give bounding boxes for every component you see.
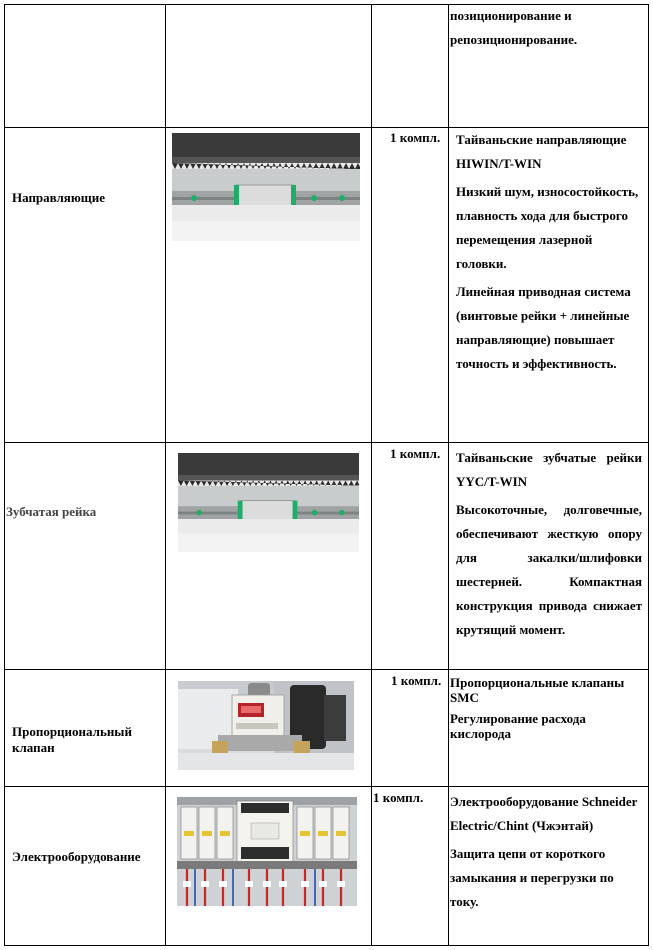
row-3-description	[450, 675, 646, 745]
description-paragraph: Высокоточные, долговечные, обеспечивают жесткую опору для закалки/шлифовки шестерней. Компактная конструкция привода снижает крутящий момент.	[456, 502, 642, 637]
table-border-left	[4, 4, 5, 946]
table-column-divider	[371, 4, 372, 946]
description-paragraph: Линейная приводная система (винтовые рейки + линейные направляющие) повышает точность и эффективность.	[456, 284, 631, 371]
electrical-equipment-photo	[177, 797, 357, 906]
gear-rack-photo	[178, 453, 359, 552]
row-1-quantity	[390, 130, 448, 146]
description-paragraph: Низкий шум, износостойкость, плавность хода для быстрого перемещения лазерной головки.	[456, 184, 639, 271]
row-2-description	[456, 446, 642, 646]
table-border-bottom	[4, 945, 649, 946]
row-4-quantity	[373, 790, 447, 806]
description-paragraph: Регулирование расхода кислорода	[450, 711, 586, 741]
row-4-description	[450, 790, 642, 918]
linear-guide-rail-photo	[172, 133, 360, 241]
table-column-divider	[448, 4, 449, 946]
row-1-name	[12, 128, 162, 268]
proportional-valve-photo	[178, 681, 354, 770]
description-paragraph: Пропорциональные клапаны SMC	[450, 675, 625, 705]
quantity-value: 1 компл.	[391, 673, 442, 688]
description-paragraph: Тайваньские направляющие HIWIN/T-WIN	[456, 132, 627, 171]
quantity-value: 1 компл.	[390, 446, 441, 461]
component-name: Пропорциональный клапан	[12, 724, 132, 755]
quantity-value: 1 компл.	[373, 790, 424, 805]
row-2-name	[6, 443, 161, 581]
description-paragraph: Электрооборудование Schneider Electric/Chint (Чжэнтай)	[450, 794, 638, 833]
component-name: Направляющие	[12, 190, 106, 205]
component-name: Электрооборудование	[12, 849, 141, 864]
row-1-description	[456, 128, 642, 380]
table-column-divider	[165, 4, 166, 946]
row-3-quantity	[391, 673, 449, 689]
row-4-name	[12, 787, 162, 927]
description-paragraph: Тайваньские зубчатые рейки YYC/T-WIN	[456, 450, 642, 489]
table-border-right	[648, 4, 649, 946]
component-name: Зубчатая рейка	[6, 504, 97, 519]
row-2-quantity	[390, 446, 448, 462]
row-0-description	[450, 4, 640, 56]
description-paragraph: позиционирование и репозиционирование.	[450, 8, 578, 47]
description-paragraph: Защита цепи от короткого замыкания и перегрузки по току.	[450, 846, 614, 909]
quantity-value: 1 компл.	[390, 130, 441, 145]
